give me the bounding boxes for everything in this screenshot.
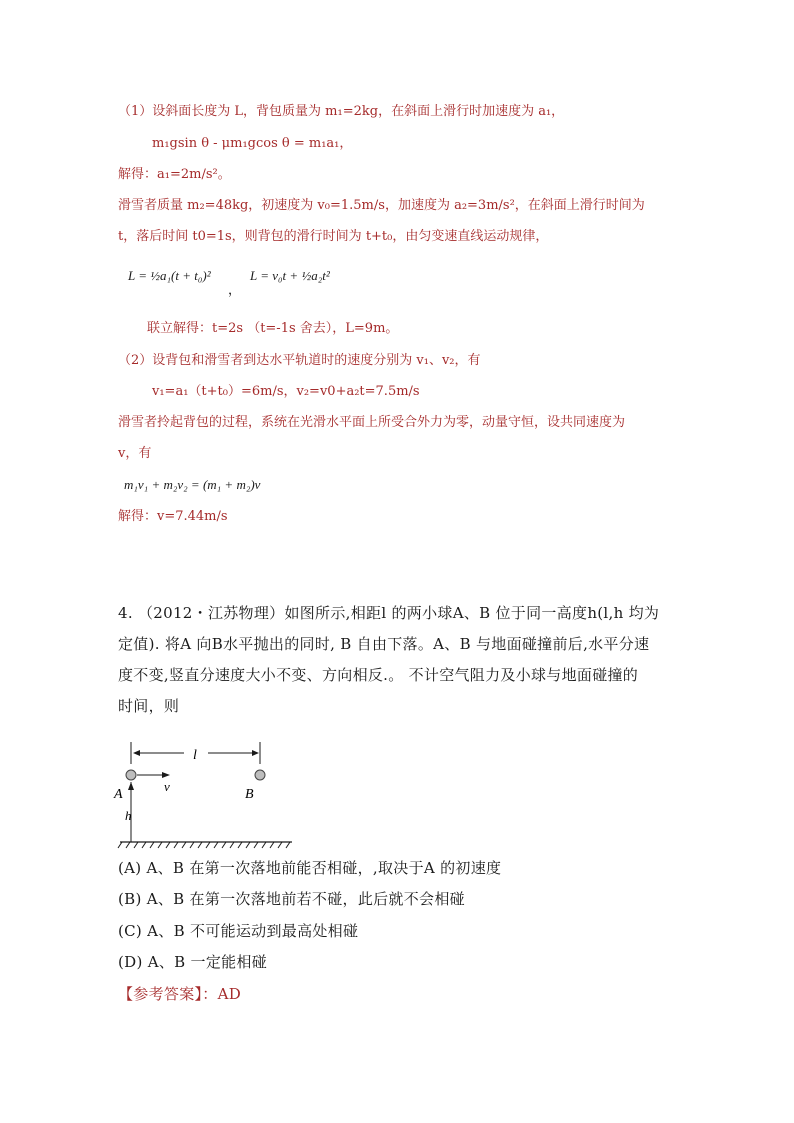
figure-velocity-arrowhead-icon <box>162 772 170 778</box>
q4-figure <box>108 738 298 858</box>
part1-equation-length-backpack: L = ½a₁(t + t₀)² <box>128 268 211 283</box>
figure-height-arrowhead-icon <box>128 782 134 790</box>
part2-intro: （2）设背包和滑雪者到达水平轨道时的速度分别为 v₁、v₂，有 <box>118 353 481 368</box>
ball-a-icon <box>126 770 136 780</box>
q4-option-d: (D) A、B 一定能相碰 <box>118 953 268 971</box>
ball-b-icon <box>255 770 265 780</box>
q4-answer-value: AD <box>217 985 242 1003</box>
part1-equation-force: m₁gsin θ - μm₁gcos θ = m₁a₁， <box>152 136 353 151</box>
figure-label-a: A <box>114 787 123 802</box>
part2-momentum-equation: m₁v₁ + m₂v₂ = (m₁ + m₂)v <box>124 477 261 492</box>
q4-answer <box>118 984 241 1004</box>
part2-momentum-line1: 滑雪者拎起背包的过程，系统在光滑水平面上所受合外力为零，动量守恒，设共同速度为 <box>118 415 626 430</box>
figure-arrowhead-left-icon <box>133 750 140 756</box>
q4-option-b: (B) A、B 在第一次落地前若不碰，此后就不会相碰 <box>118 890 465 908</box>
figure-arrowhead-right-icon <box>252 750 259 756</box>
part1-intro: （1）设斜面长度为 L，背包质量为 m₁=2kg，在斜面上滑行时加速度为 a₁， <box>118 104 565 119</box>
q4-stem-line1: 4. （2012・江苏物理）如图所示,相距l 的两小球A、B 位于同一高度h(l,h 均为 <box>118 604 660 622</box>
part1-joint-solution: 联立解得：t=2s （t=-1s 舍去），L=9m。 <box>147 321 399 336</box>
part1-equation-length-skier: L = v₀t + ½a₂t² <box>250 268 330 283</box>
part1-skier-line1: 滑雪者质量 m₂=48kg，初速度为 v₀=1.5m/s，加速度为 a₂=3m/s²，在斜面上滑行时间为 <box>118 198 645 213</box>
figure-label-h: h <box>125 808 132 823</box>
part2-velocity-equations: v₁=a₁（t+t₀）=6m/s，v₂=v0+a₂t=7.5m/s <box>152 384 420 399</box>
q4-option-a: (A) A、B 在第一次落地前能否相碰，,取决于A 的初速度 <box>118 859 502 877</box>
part2-solution-v: 解得：v=7.44m/s <box>118 509 228 524</box>
q4-option-c: (C) A、B 不可能运动到最高处相碰 <box>118 922 359 940</box>
q4-stem-line2: 定值). 将A 向B水平抛出的同时, B 自由下落。A、B 与地面碰撞前后,水平分速 <box>118 635 650 653</box>
part2-momentum-line2: v，有 <box>118 446 152 461</box>
figure-ground-hatch <box>118 842 290 848</box>
figure-label-v: v <box>164 779 170 794</box>
figure-label-l: l <box>193 748 197 763</box>
part1-solution-a1: 解得：a₁=2m/s²。 <box>118 167 231 182</box>
q4-stem-line3: 度不变,竖直分速度大小不变、方向相反.。 不计空气阻力及小球与地面碰撞的 <box>118 666 639 684</box>
part1-equation-separator: ， <box>228 283 242 298</box>
figure-label-b: B <box>245 787 254 802</box>
q4-stem-line4: 时间，则 <box>118 697 180 715</box>
q4-answer-label: 【参考答案】： <box>118 985 218 1003</box>
part1-skier-line2: t，落后时间 t0=1s，则背包的滑行时间为 t+t₀，由匀变速直线运动规律， <box>118 229 549 244</box>
